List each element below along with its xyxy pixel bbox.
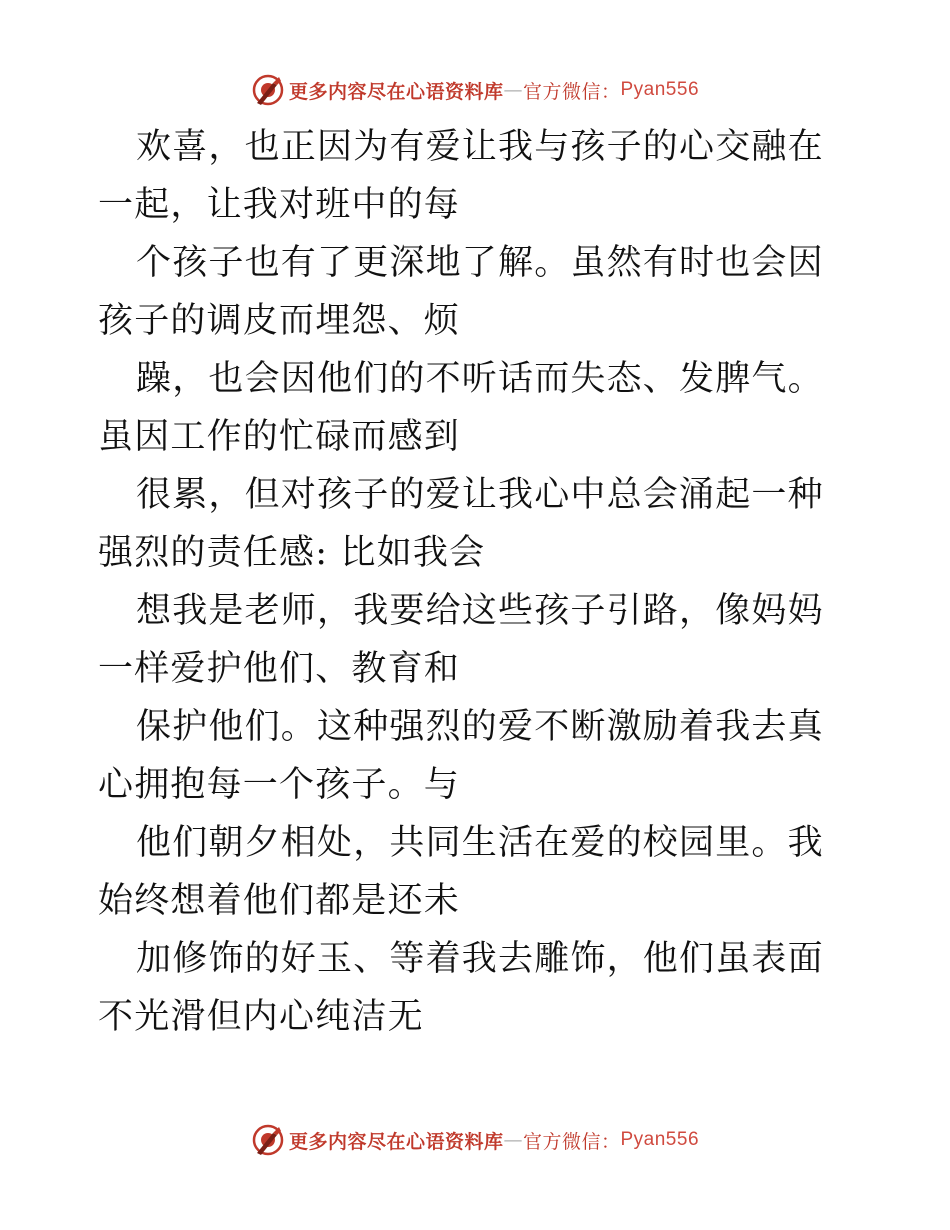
footer-wechat-label: 官方微信： (522, 1130, 621, 1153)
document-body (98, 118, 858, 1046)
footer-lead-text: 更多内容尽在心语资料库 (288, 1130, 504, 1153)
paragraph: 欢喜，也正因为有爱让我与孩子的心交融在一起，让我对班中的每 (98, 127, 824, 225)
logo-icon (251, 73, 285, 107)
paragraph: 想我是老师，我要给这些孩子引路，像妈妈一样爱护他们、教育和 (98, 591, 824, 689)
footer-wechat-id: Pyan556 (620, 1129, 700, 1150)
paragraph: 个孩子也有了更深地了解。虽然有时也会因孩子的调皮而埋怨、烦 (98, 243, 824, 341)
header-dash: — (503, 79, 523, 101)
paragraph: 他们朝夕相处，共同生活在爱的校园里。我始终想着他们都是还未 (98, 823, 824, 921)
header-banner (0, 70, 950, 110)
header-wechat-id: Pyan556 (620, 79, 700, 100)
paragraph: 很累，但对孩子的爱让我心中总会涌起一种强烈的责任感: 比如我会 (98, 475, 824, 573)
footer-dash: — (503, 1129, 523, 1151)
paragraph: 保护他们。这种强烈的爱不断激励着我去真心拥抱每一个孩子。与 (98, 707, 824, 805)
paragraph: 加修饰的好玉、等着我去雕饰，他们虽表面不光滑但内心纯洁无 (98, 939, 824, 1037)
footer-banner (0, 1120, 950, 1160)
paragraph: 躁，也会因他们的不听话而失态、发脾气。虽因工作的忙碌而感到 (98, 359, 824, 457)
logo-icon (251, 1123, 285, 1157)
header-wechat-label: 官方微信： (522, 80, 621, 103)
header-lead-text: 更多内容尽在心语资料库 (288, 80, 504, 103)
